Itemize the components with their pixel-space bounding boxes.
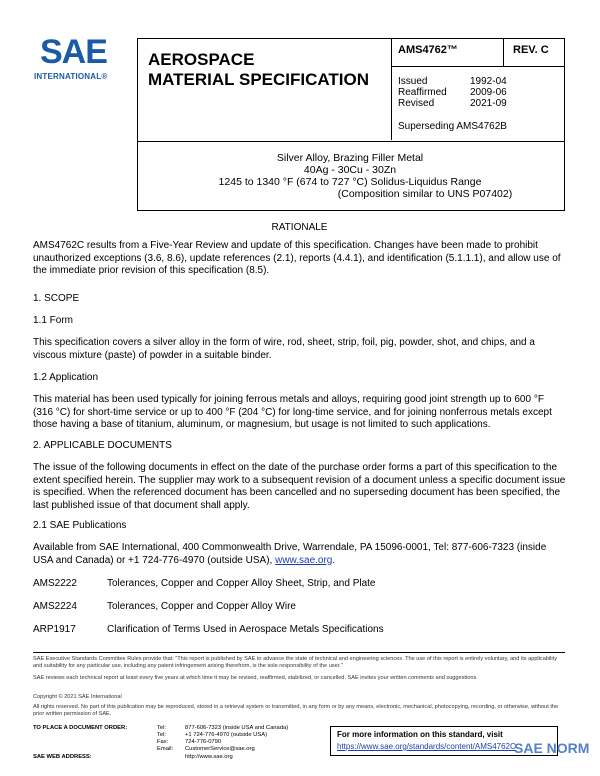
footer-rules: SAE Executive Standards Committee Rules provide that: “This report is published by SAE to advance the state of technical and engineering sciences. The use of this report is entirely voluntary, and its applicability and suitability for any particular use, including any patent infringement arising therefrom, is the sole responsibility of the user.” [33, 656, 558, 669]
document-id: AMS4762™ [398, 44, 458, 56]
footer-divider [33, 652, 565, 653]
contact-key: Tel: [157, 732, 167, 738]
date-row [398, 76, 507, 87]
reference-row [33, 578, 376, 589]
sae-website-link[interactable]: www.sae.org [275, 554, 333, 566]
footer-rights: All rights reserved. No part of this publication may be reproduced, stored in a retrieval system or transmitted, in any form or by any means, electronic, mechanical, photocopying, recording, or otherwise, without the prior written permission of SAE. [33, 704, 559, 717]
date-row [398, 98, 507, 109]
footer-copyright: Copyright © 2021 SAE International [33, 694, 122, 700]
reference-row [33, 624, 384, 635]
document-type-title [148, 50, 369, 90]
section-heading: 2. APPLICABLE DOCUMENTS [33, 440, 172, 451]
contact-key: Tel: [157, 725, 167, 731]
contact-key: Fax: [157, 739, 169, 745]
date-label: Issued [398, 76, 428, 87]
spec-title-line: Silver Alloy, Brazing Filler Metal [276, 152, 424, 164]
more-info-text: For more information on this standard, visit [337, 730, 503, 739]
contact-key: Email: [157, 746, 174, 752]
web-label: SAE WEB ADDRESS: [33, 754, 92, 760]
spec-title-line: 40Ag - 30Cu - 30Zn [303, 164, 397, 176]
date-value: 1992-04 [470, 76, 507, 87]
date-table [398, 76, 507, 109]
header-divider [391, 38, 392, 140]
sae-logo [34, 34, 126, 86]
spec-title-line: 1245 to 1340 °F (674 to 727 °C) Solidus-Liquidus Range [218, 176, 482, 188]
contact-email[interactable]: CustomerService@sae.org [185, 746, 255, 752]
order-label: TO PLACE A DOCUMENT ORDER: [33, 725, 128, 731]
superseding-note: Superseding AMS4762B [398, 121, 507, 132]
date-value: 2009-06 [470, 87, 507, 98]
title-line: AEROSPACE [148, 50, 255, 69]
section-text [33, 542, 566, 567]
reference-code: AMS2224 [33, 601, 77, 612]
section-heading: 1.2 Application [33, 372, 99, 383]
order-contacts [33, 725, 288, 761]
reference-code: AMS2222 [33, 578, 77, 589]
section-text: This material has been used typically for joining ferrous metals and alloys, requiring good joint strength up to 600 °F (316 °C) for short-time service or up to 400 °F (204 °C) for long-time service, and for joining nonferrous metals except those having a base of titanium, aluminum, or magnesium, but usage is not limited to such applications. [33, 394, 552, 430]
punctuation: . [332, 554, 336, 566]
contact-value: 724-776-0790 [185, 739, 222, 745]
publisher-info: Available from SAE International, 400 Commonwealth Drive, Warrendale, PA 15096-0001, Tel: 877-606-7323 (inside USA and Canada) or +1 724-776-4970 (outside USA), [33, 542, 547, 566]
watermark-logo: SAE NORM [514, 740, 590, 756]
contact-value: +1 724-776-4970 (outside USA) [185, 732, 268, 738]
footer-review: SAE reviews each technical report at least every five years at which time it may be revised, reaffirmed, stabilized, or cancelled. SAE invites your written comments and suggestions. [33, 675, 478, 681]
header-divider [503, 38, 504, 66]
date-value: 2021-09 [470, 98, 507, 109]
rationale-text: AMS4762C results from a Five-Year Review and update of this specification. Changes have been made to prohibit unauthorized exceptions (3.6, 8.6), update references (2.1), reports (4.4.1), and identification (5.1.1.1), and allow use of the immediate prior revision of this specification (8.5). [33, 240, 561, 276]
section-heading: 2.1 SAE Publications [33, 520, 127, 531]
contact-value: 877-606-7323 (inside USA and Canada) [185, 725, 289, 731]
reference-title: Clarification of Terms Used in Aerospace Metals Specifications [107, 624, 384, 635]
reference-row [33, 601, 296, 612]
logo-text: SAE [40, 33, 107, 71]
revision-label: REV. C [513, 44, 549, 56]
date-row [398, 87, 507, 98]
section-heading: 1. SCOPE [33, 293, 80, 304]
date-label: Revised [398, 98, 435, 109]
section-heading: 1.1 Form [33, 315, 74, 326]
logo-subtext: INTERNATIONAL® [34, 72, 108, 81]
section-text: The issue of the following documents in effect on the date of the purchase order forms a part of this specification to the extent specified herein. The supplier may work to a subsequent revision of a document unless a specific document issue is specified. When the referenced document has been cancelled and no superseding document has been specified, the last published issue of that document shall apply. [33, 462, 566, 511]
title-line: MATERIAL SPECIFICATION [148, 70, 369, 89]
section-text: This specification covers a silver alloy in the form of wire, rod, sheet, strip, foil, pig, powder, shot, and chips, and a viscous mixture (paste) of powder in a suitable binder. [33, 337, 535, 361]
standard-url-link[interactable]: https://www.sae.org/standards/content/AMS4762C [337, 742, 516, 751]
reference-title: Tolerances, Copper and Copper Alloy Wire [107, 601, 296, 612]
web-address[interactable]: http://www.sae.org [185, 754, 233, 760]
header-divider [391, 66, 564, 67]
reference-title: Tolerances, Copper and Copper Alloy Sheet, Strip, and Plate [107, 578, 376, 589]
spec-title-line: (Composition similar to UNS P07402) [337, 188, 513, 200]
reference-code: ARP1917 [33, 624, 76, 635]
date-label: Reaffirmed [398, 87, 447, 98]
spec-title [137, 152, 563, 200]
rationale-heading: RATIONALE [271, 222, 328, 233]
